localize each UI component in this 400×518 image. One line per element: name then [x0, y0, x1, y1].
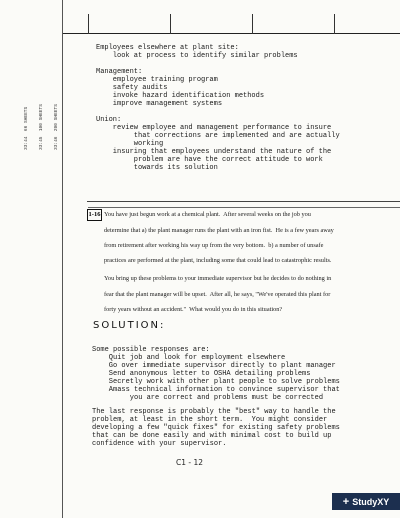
- text-line: review employee and management performance to insure: [96, 124, 332, 132]
- margin-line: 33:44 66 SHEETS: [24, 106, 29, 150]
- page-number: C1 - 12: [176, 458, 204, 467]
- text-line: that can be done easily and with minimal cost to build up: [92, 432, 332, 440]
- tick-1: [88, 14, 89, 34]
- text-line: employee training program: [96, 76, 218, 84]
- left-margin-rule: [62, 0, 63, 518]
- problem-line: practices are performed at the plant, including some that could lead to catastrophic results.: [104, 257, 332, 264]
- text-line: Employees elsewhere at plant site:: [96, 44, 239, 52]
- text-line: Secretly work with other plant people to solve problems: [92, 378, 340, 386]
- text-line: working: [96, 140, 164, 148]
- text-line: developing a few "quick fixes" for existing safety problems: [92, 424, 340, 432]
- margin-line: 33:46 200 SHEETS: [54, 104, 59, 150]
- text-line: Amass technical information to convince supervisor that: [92, 386, 340, 394]
- text-line: safety audits: [96, 84, 168, 92]
- text-line: The last response is probably the "best" way to handle the: [92, 408, 336, 416]
- text-line: Send anonymous letter to OSHA detailing problems: [92, 370, 311, 378]
- problem-bottom-rule: [88, 207, 400, 208]
- plus-icon: +: [342, 495, 350, 508]
- text-line: you are correct and problems must be corrected: [92, 394, 324, 402]
- text-line: Management:: [96, 68, 143, 76]
- problem-line: You have just begun work at a chemical plant. After several weeks on the job you: [104, 211, 311, 218]
- problem-line: You bring up these problems to your immediate supervisor but he decides to do nothing in: [104, 275, 332, 282]
- text-line: Go over immediate supervisor directly to plant manager: [92, 362, 336, 370]
- text-line: improve management systems: [96, 100, 223, 108]
- text-line: problem, at least in the short term. You might consider: [92, 416, 328, 424]
- text-line: Some possible responses are:: [92, 346, 210, 354]
- margin-line: 33:45 100 SHEETS: [39, 104, 44, 150]
- studyxy-badge[interactable]: [332, 493, 400, 510]
- problem-line: determine that a) the plant manager runs the plant with an iron fist. He is a few years away: [104, 227, 334, 234]
- tick-3: [252, 14, 253, 34]
- problem-top-rule: [87, 201, 400, 202]
- problem-number-box: [87, 209, 102, 221]
- text-line: problem are have the correct attitude to work: [96, 156, 323, 164]
- problem-line: fear that the plant manager will be upset. After all, he says, "We've operated this plant for: [104, 291, 331, 298]
- studyxy-label: StudyXY: [352, 496, 390, 507]
- text-line: insuring that employees understand the nature of the: [96, 148, 332, 156]
- text-line: confidence with your supervisor.: [92, 440, 227, 448]
- tick-4: [334, 14, 335, 34]
- text-line: that corrections are implemented and are actually: [96, 132, 340, 140]
- text-line: invoke hazard identification methods: [96, 92, 265, 100]
- text-line: look at process to identify similar problems: [96, 52, 298, 60]
- problem-number: 1-16: [88, 211, 101, 218]
- text-line: Union:: [96, 116, 122, 124]
- problem-line: from retirement after working his way up from the very bottom. b) a number of unsafe: [104, 242, 324, 249]
- text-line: Quit job and look for employment elsewhere: [92, 354, 286, 362]
- problem-line: forty years without an accident." What would you do in this situation?: [104, 306, 283, 313]
- tick-2: [170, 14, 171, 34]
- top-rule: [62, 33, 400, 34]
- margin-pad-mark: [14, 104, 59, 150]
- solution-heading: SOLUTION:: [93, 320, 166, 331]
- text-line: towards its solution: [96, 164, 218, 172]
